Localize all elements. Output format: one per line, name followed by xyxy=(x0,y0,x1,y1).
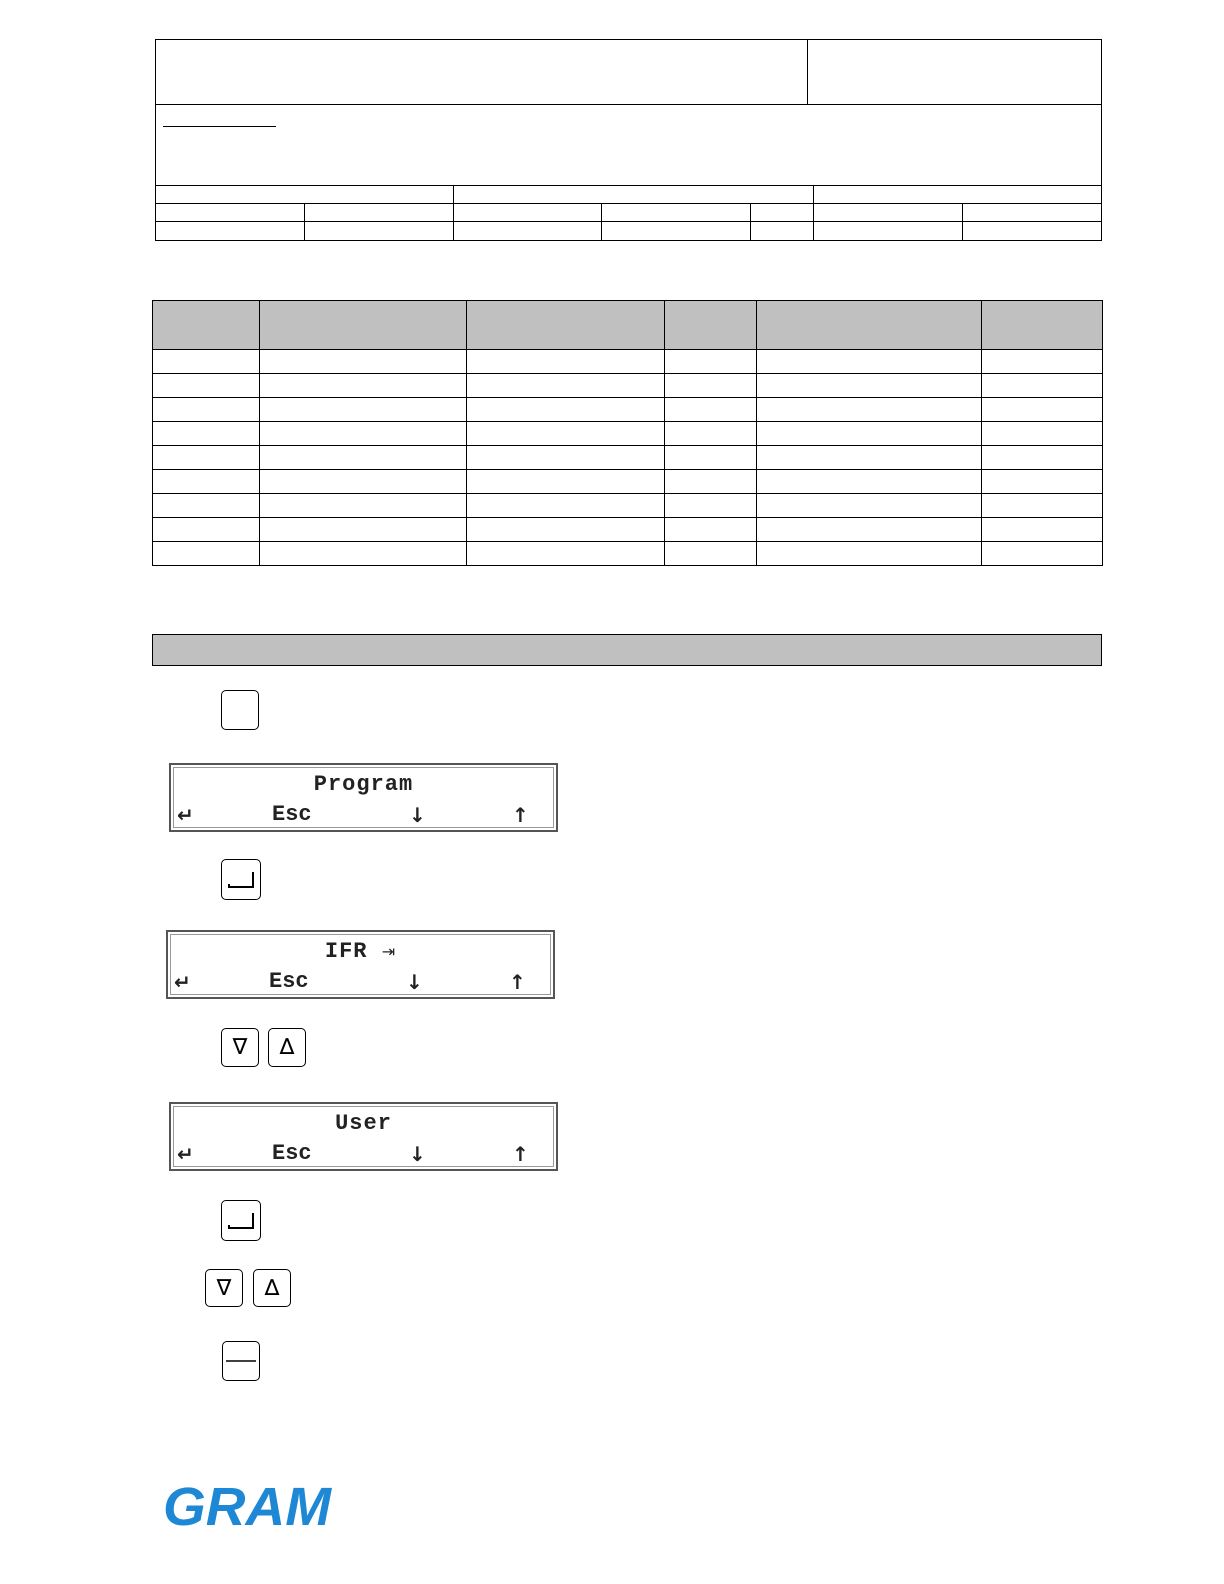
logo-text: GRAM xyxy=(163,1477,333,1533)
form-divider xyxy=(156,221,1101,222)
enter-arrow-icon: ↵ xyxy=(177,1142,194,1166)
up-triangle-icon: ∆ xyxy=(279,1035,295,1060)
form-divider xyxy=(750,203,751,240)
form-divider xyxy=(156,185,1101,186)
up-triangle-icon: ∆ xyxy=(264,1275,280,1301)
enter-key[interactable] xyxy=(221,1200,261,1241)
up-arrow-icon: ↑ xyxy=(512,1142,529,1166)
gram-logo xyxy=(161,1475,335,1533)
enter-key-icon xyxy=(227,1211,255,1231)
form-divider xyxy=(813,185,814,240)
up-key[interactable] xyxy=(253,1269,291,1307)
table-row xyxy=(153,446,1103,470)
up-arrow-icon: ↑ xyxy=(512,803,529,827)
section-header-bar xyxy=(152,634,1102,666)
minus-key[interactable] xyxy=(222,1341,260,1381)
table-header-cell xyxy=(665,301,757,350)
form-divider xyxy=(807,40,808,104)
table-row xyxy=(153,422,1103,446)
form-divider xyxy=(601,203,602,240)
display-line1: User xyxy=(335,1111,392,1136)
display-line1: Program xyxy=(313,772,414,797)
table-row xyxy=(153,374,1103,398)
tab-arrow-icon: ⇥ xyxy=(381,942,397,961)
parameter-table xyxy=(152,300,1103,566)
table-header-cell xyxy=(982,301,1103,350)
minus-key-icon xyxy=(226,1358,256,1364)
display-line1: IFR xyxy=(324,939,368,964)
down-key[interactable] xyxy=(221,1028,259,1067)
table-header-cell xyxy=(153,301,260,350)
table-row xyxy=(153,398,1103,422)
up-key[interactable] xyxy=(268,1028,306,1067)
form-divider xyxy=(453,185,454,240)
enter-key[interactable] xyxy=(221,859,261,900)
form-divider xyxy=(304,203,305,240)
esc-label: Esc xyxy=(269,969,309,994)
header-form xyxy=(155,39,1102,241)
table-header-cell xyxy=(260,301,467,350)
esc-label: Esc xyxy=(272,802,312,827)
down-arrow-icon: ↓ xyxy=(409,803,426,827)
form-underline xyxy=(163,126,276,127)
form-divider xyxy=(962,203,963,240)
table-header-row xyxy=(153,301,1103,350)
esc-label: Esc xyxy=(272,1141,312,1166)
lcd-display-program xyxy=(169,763,558,832)
enter-arrow-icon: ↵ xyxy=(177,803,194,827)
table-header-cell xyxy=(757,301,982,350)
blank-key[interactable] xyxy=(221,690,259,730)
up-arrow-icon: ↑ xyxy=(509,970,526,994)
form-divider xyxy=(156,203,1101,204)
down-arrow-icon: ↓ xyxy=(409,1142,426,1166)
table-header-cell xyxy=(467,301,665,350)
form-divider xyxy=(156,104,1101,105)
down-triangle-icon: ∇ xyxy=(232,1035,248,1060)
lcd-display-user xyxy=(169,1102,558,1171)
down-key[interactable] xyxy=(205,1269,243,1307)
lcd-display-ifr xyxy=(166,930,555,999)
down-triangle-icon: ∇ xyxy=(216,1275,232,1301)
table-row xyxy=(153,494,1103,518)
enter-key-icon xyxy=(227,870,255,890)
enter-arrow-icon: ↵ xyxy=(174,970,191,994)
table-row xyxy=(153,470,1103,494)
table-row xyxy=(153,542,1103,566)
table-row xyxy=(153,350,1103,374)
down-arrow-icon: ↓ xyxy=(406,970,423,994)
table-row xyxy=(153,518,1103,542)
